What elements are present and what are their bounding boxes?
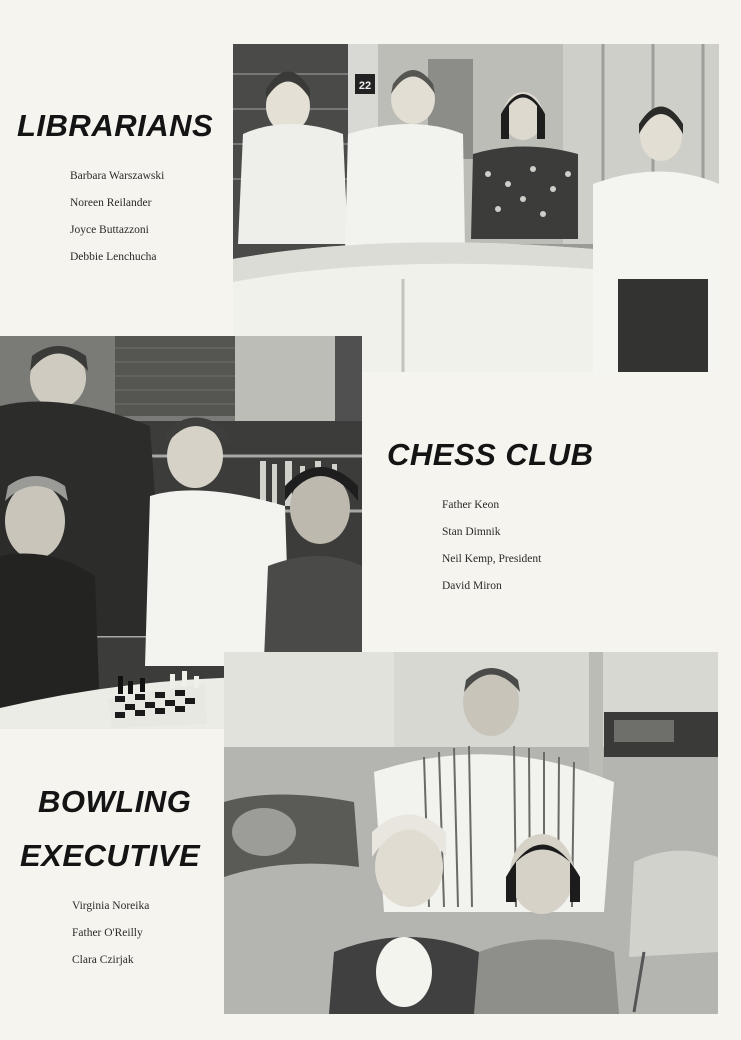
- librarians-heading: LIBRARIANS: [17, 108, 214, 143]
- chess-club-member-name: Stan Dimnik: [442, 526, 501, 538]
- bowling-executive-member-name: Father O'Reilly: [72, 927, 143, 939]
- librarian-name: Barbara Warszawski: [70, 170, 165, 182]
- bowling-executive-heading-line1: BOWLING: [38, 784, 192, 819]
- chess-club-member-name: David Miron: [442, 580, 502, 592]
- librarian-name: Debbie Lenchucha: [70, 251, 157, 263]
- bowling-executive-member-name: Clara Czirjak: [72, 954, 134, 966]
- bowling-executive-heading-line2: EXECUTIVE: [20, 838, 201, 873]
- librarian-name: Joyce Buttazzoni: [70, 224, 149, 236]
- chess-club-heading: CHESS CLUB: [387, 437, 594, 472]
- chess-club-name-list: [442, 492, 541, 600]
- bowling-executive-photo: [224, 652, 718, 1014]
- photo-number-sign: 22: [358, 80, 372, 92]
- bowling-executive-name-list: [72, 893, 149, 974]
- librarian-name: Noreen Reilander: [70, 197, 152, 209]
- chess-club-member-name: Father Keon: [442, 499, 500, 511]
- librarians-photo: [233, 44, 719, 372]
- bowling-executive-member-name: Virginia Noreika: [72, 900, 150, 912]
- librarians-name-list: [70, 163, 164, 271]
- chess-club-member-name: Neil Kemp, President: [442, 553, 542, 565]
